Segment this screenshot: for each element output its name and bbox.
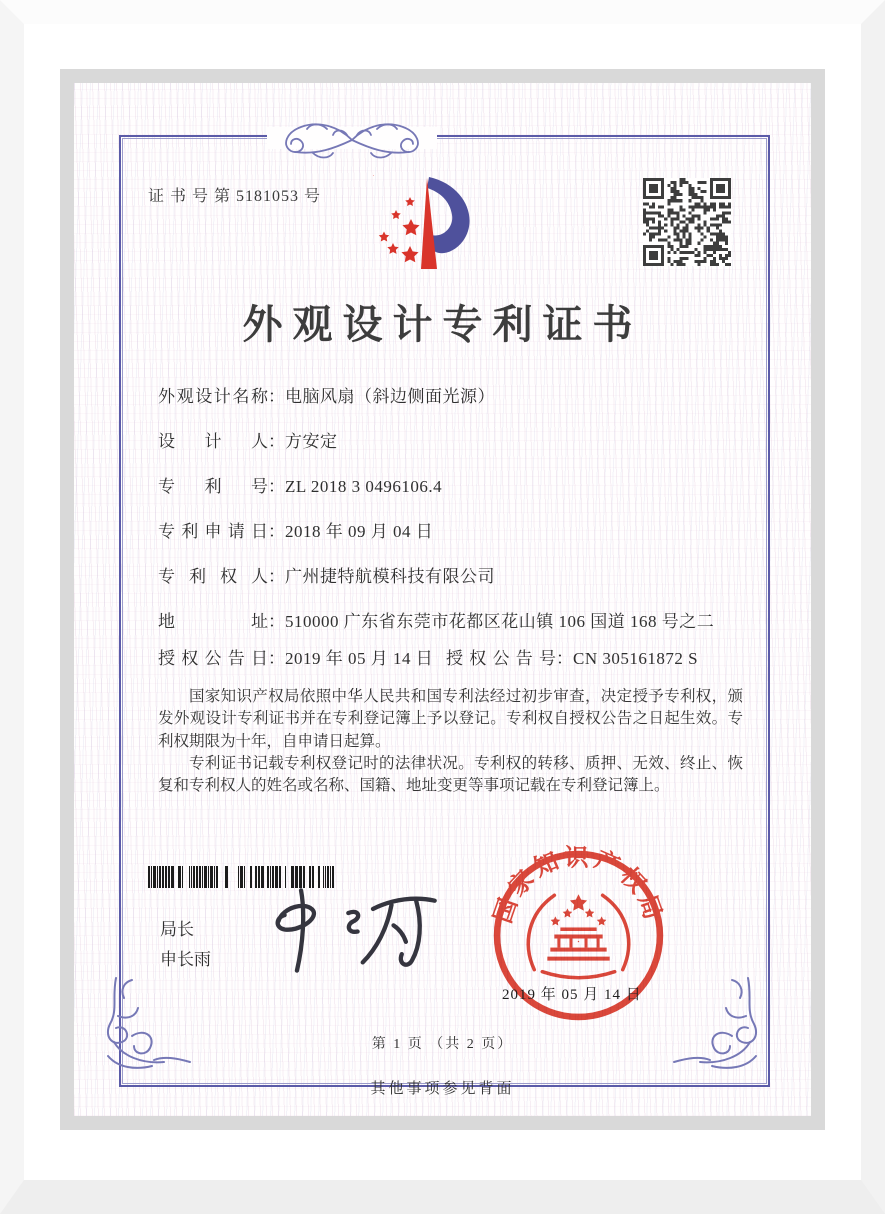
frame-inner-shadow (60, 69, 825, 1130)
field-value: 方安定 (285, 432, 338, 451)
certificate-paper (74, 83, 811, 1116)
field-value: 广州捷特航模科技有限公司 (285, 567, 495, 586)
certificate-number: 证 书 号 第 5181053 号 (148, 188, 322, 205)
field-label: 专 利 权 人 (158, 567, 268, 586)
field-label: 专利申请日 (158, 522, 268, 541)
flourish-ornament-bottom-right (670, 976, 762, 1072)
flourish-ornament-top (267, 117, 437, 163)
field-label: 地 址 (158, 612, 268, 631)
field-row-filing-date: 专利申请日：2018 年 09 月 04 日 (158, 522, 434, 541)
field-row-patentee: 专 利 权 人：广州捷特航模科技有限公司 (158, 567, 495, 586)
field-value: ZL 2018 3 0496106.4 (285, 477, 443, 496)
field-value: 2019 年 05 月 14 日 (285, 649, 434, 668)
field-grant-number: 授权公告号：CN 305161872 S (446, 649, 699, 668)
signer-name: 申长雨 (160, 950, 211, 969)
certificate-title: 外观设计专利证书 (242, 302, 643, 347)
seal-text: 国家知识产权局 (489, 845, 668, 927)
legal-text (158, 686, 743, 797)
cnipa-logo-icon (373, 175, 477, 277)
qr-code (643, 178, 731, 266)
legal-paragraph: 专利证书记载专利权登记时的法律状况。专利权的转移、质押、无效、终止、恢复和专利权人的姓名或名称、国籍、地址变更等事项记载在专利登记簿上。 (158, 754, 743, 795)
field-row-grant-date: 授权公告日：2019 年 05 月 14 日 授权公告号：CN 305161872 S (158, 649, 699, 668)
legal-paragraph: 国家知识产权局依照中华人民共和国专利法经过初步审查，决定授予专利权，颁发外观设计专利证书并在专利登记簿上予以登记。专利权自授权公告之日起生效。专利权期限为十年，自申请日起算。 (158, 688, 743, 750)
field-value: 电脑风扇（斜边侧面光源） (285, 387, 495, 406)
field-value: 510000 广东省东莞市花都区花山镇 106 国道 168 号之二 (285, 612, 715, 631)
field-row-designer: 设 计 人：方安定 (158, 432, 338, 451)
flourish-ornament-bottom-left (102, 976, 194, 1072)
national-emblem-icon (528, 894, 628, 977)
field-label: 授权公告号 (446, 649, 556, 668)
director-signature (262, 883, 447, 978)
field-row-address: 地 址：510000 广东省东莞市花都区花山镇 106 国道 168 号之二 (158, 612, 715, 631)
field-label: 设 计 人 (158, 432, 268, 451)
issue-date: 2019 年 05 月 14 日 (502, 987, 642, 1003)
field-row-patent-number: 专 利 号：ZL 2018 3 0496106.4 (158, 477, 443, 496)
back-side-note: 其他事项参见背面 (370, 1081, 515, 1097)
field-value: 2018 年 09 月 04 日 (285, 522, 434, 541)
page-indicator: 第 1 页 （共 2 页） (371, 1037, 514, 1052)
field-value: CN 305161872 S (573, 649, 699, 668)
field-label: 授权公告日 (158, 649, 268, 668)
signer-block (160, 915, 211, 975)
field-row-design-name: 外观设计名称：电脑风扇（斜边侧面光源） (158, 387, 495, 406)
frame-mat (24, 24, 861, 1180)
signer-title: 局长 (160, 920, 194, 939)
field-label: 外观设计名称 (158, 387, 268, 406)
field-label: 专 利 号 (158, 477, 268, 496)
svg-text:国家知识产权局 (489, 845, 667, 927)
